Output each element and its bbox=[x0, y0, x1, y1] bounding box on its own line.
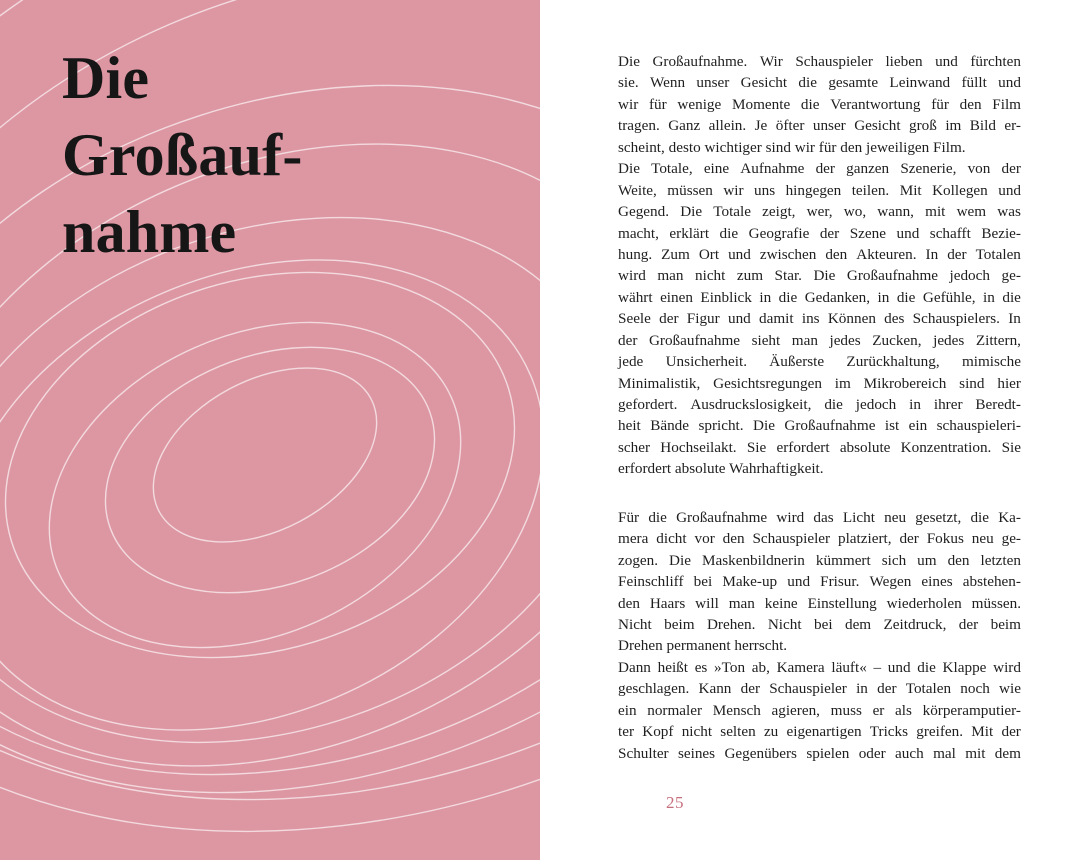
text-line: hung. Zum Ort und zwischen den Akteuren. In der Totalen bbox=[618, 245, 1021, 263]
text-line: Für die Großaufnahme wird das Licht neu gesetzt, die Ka- bbox=[618, 508, 1021, 526]
text-line: Dann heißt es »Ton ab, Kamera läuft« – und die Klappe wird bbox=[618, 658, 1021, 676]
chapter-title bbox=[62, 40, 303, 271]
text-line: wir für wenige Momente die Verantwortung für den Film bbox=[618, 95, 1021, 113]
text-line: ein normaler Mensch agieren, muss er als körperamputier- bbox=[618, 701, 1021, 719]
text-line: Seele der Figur und damit ins Können des Schauspielers. In bbox=[618, 310, 1021, 328]
text-line: Weite, müssen wir uns hingegen teilen. Mit Kollegen und bbox=[618, 181, 1021, 199]
chapter-title-line-1: Die bbox=[62, 45, 150, 111]
text-line: gefordert. Ausdruckslosigkeit, die jedoch in ihrer Beredt- bbox=[618, 396, 1021, 413]
text-line: Die Totale, eine Aufnahme der ganzen Szenerie, von der bbox=[618, 160, 1021, 178]
text-line: der Großaufnahme sieht man jedes Zucken, jedes Zittern, bbox=[618, 331, 1021, 349]
right-page bbox=[540, 0, 1080, 860]
text-line: sie. Wenn unser Gesicht die gesamte Leinwand füllt und bbox=[618, 74, 1021, 92]
text-line: zogen. Die Maskenbildnerin kümmert sich um den letzten bbox=[618, 551, 1021, 569]
body-text bbox=[618, 51, 1021, 764]
paragraph bbox=[618, 51, 1021, 158]
text-line: macht, erklärt die Geografie der Szene und schafft Bezie- bbox=[618, 224, 1021, 242]
text-line: scher Hochseilakt. Sie erfordert absolute Konzentration. Sie bbox=[618, 438, 1021, 456]
text-line: Drehen permanent herrscht. bbox=[618, 637, 788, 655]
text-line: jede Unsicherheit. Äußerste Zurückhaltung, mimische bbox=[618, 353, 1021, 371]
text-line: Gegend. Die Totale zeigt, wer, wo, wann, mit wem was bbox=[618, 203, 1021, 221]
text-line: Die Großaufnahme. Wir Schauspieler lieben und fürchten bbox=[618, 53, 1021, 70]
text-line: ter Kopf nicht selten zu eigenartigen Tricks greifen. Mit der bbox=[618, 723, 1021, 741]
text-line: mera dicht vor den Schauspieler platziert, der Fokus neu ge- bbox=[618, 530, 1021, 548]
chapter-title-line-2: Großauf- bbox=[62, 122, 303, 188]
chapter-title-line-3: nahme bbox=[62, 199, 237, 265]
paragraph bbox=[618, 158, 1021, 480]
text-line: Schulter seines Gegenübers spielen oder auch mal mit dem bbox=[618, 744, 1021, 762]
text-line: wird man nicht zum Star. Die Großaufnahme jedoch ge- bbox=[618, 267, 1021, 285]
text-line: den Haars will man keine Einstellung wiederholen müssen. bbox=[618, 594, 1021, 612]
text-line: tragen. Ganz allein. Je öfter unser Gesicht groß im Bild er- bbox=[618, 117, 1021, 135]
paragraph bbox=[618, 657, 1021, 764]
text-line: währt einen Einblick in die Gedanken, in die Gefühle, in die bbox=[618, 288, 1021, 306]
text-line: Nicht beim Drehen. Nicht bei dem Zeitdruck, der beim bbox=[618, 615, 1021, 633]
text-line: erfordert absolute Wahrhaftigkeit. bbox=[618, 460, 824, 478]
text-line: Feinschliff bei Make-up und Frisur. Wegen eines abstehen- bbox=[618, 573, 1021, 591]
page-number: 25 bbox=[666, 793, 684, 812]
paragraph bbox=[618, 507, 1021, 657]
text-line: Minimalistik, Gesichtsregungen im Mikrobereich sind hier bbox=[618, 374, 1021, 392]
text-line: geschlagen. Kann der Schauspieler in der Totalen noch wie bbox=[618, 680, 1021, 698]
text-line: scheint, desto wichtiger sind wir für den jeweiligen Film. bbox=[618, 138, 966, 156]
text-line: heit Bände spricht. Die Großaufnahme ist ein schauspieleri- bbox=[618, 417, 1021, 435]
